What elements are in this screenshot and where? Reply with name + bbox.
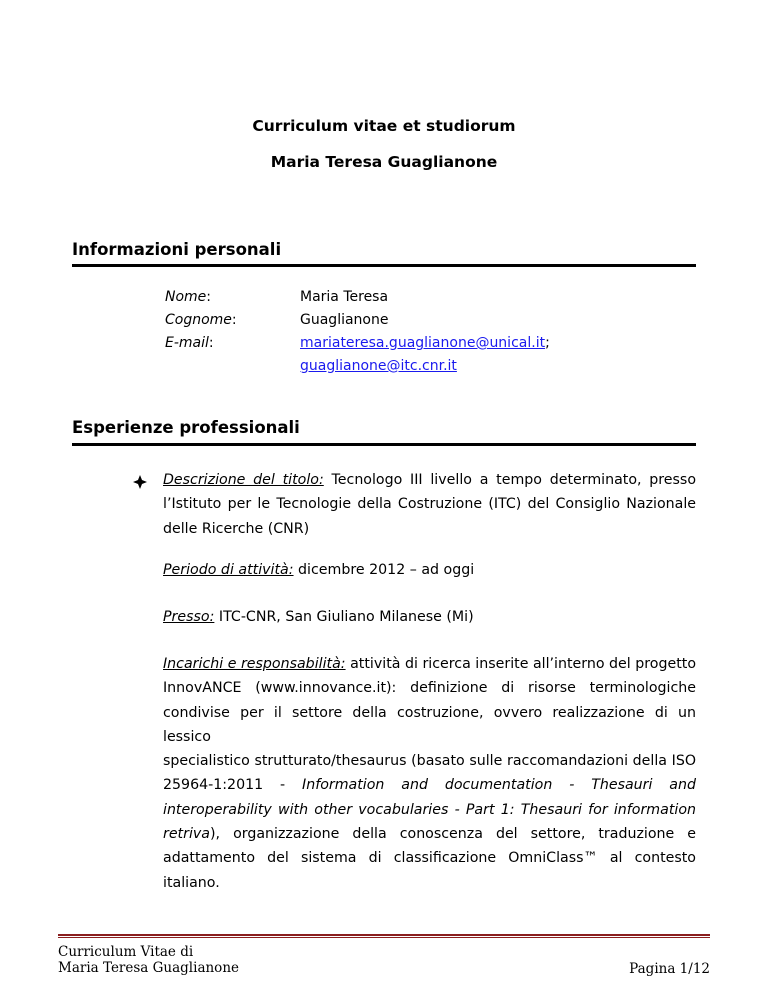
email-link-unical[interactable]: mariateresa.guaglianone@unical.it	[300, 335, 546, 351]
label-cognome: Cognome:	[165, 312, 237, 328]
label-nome: Nome:	[165, 289, 212, 305]
duties-line: 25964-1:2011 - Information and documentation - Thesauri and	[163, 777, 696, 794]
section-heading-personal: Informazioni personali	[72, 240, 282, 259]
footer-rule	[58, 937, 710, 938]
value-email-2	[300, 358, 457, 374]
value-nome: Maria Teresa	[300, 289, 389, 305]
duties-line: InnovANCE (www.innovance.it): definizione di risorse terminologiche	[163, 680, 696, 697]
label-email: E-mail:	[165, 335, 214, 351]
footer-author: Curriculum Vitae di Maria Teresa Guaglianone	[58, 944, 239, 976]
duties-line: specialistico strutturato/thesaurus (basato sulle raccomandazioni della ISO	[163, 753, 696, 770]
experience-duties: Incarichi e responsabilità: attività di ricerca inserite all’interno del progetto InnovANCE (www.innovance.it): definizione di risorse terminologiche condivise per il settore della costruzione, ovvero realizzazione di un lessico specialistico strutturato/thesaurus (basato sulle raccomandazioni della ISO 25964-1:2011 - Information and documentation - Thesauri and interoperability with other vocabularies - Part 1: Thesauri for information retriva), organizzazione della conoscenza del settore, traduzione e adattamento del sistema di classificazione OmniClass™ al contesto italiano.	[163, 652, 696, 895]
duties-line: interoperability with other vocabularies - Part 1: Thesauri for information	[163, 801, 696, 818]
section-divider	[72, 443, 696, 446]
experience-period: Periodo di attività: dicembre 2012 – ad oggi	[163, 562, 475, 578]
section-heading-experience: Esperienze professionali	[72, 418, 300, 437]
footer-rule	[58, 934, 710, 936]
experience-description: Descrizione del titolo: Tecnologo III livello a tempo determinato, presso l’Istituto per le Tecnologie della Costruzione (ITC) del Consiglio Nazionale delle Ricerche (CNR)	[163, 472, 696, 537]
author-name: Maria Teresa Guaglianone	[270, 153, 498, 171]
section-divider	[72, 264, 696, 267]
duties-line: italiano.	[163, 874, 220, 891]
duties-line: adattamento del sistema di classificazione OmniClass™ al contesto	[163, 850, 696, 867]
experience-place: Presso: ITC-CNR, San Giuliano Milanese (Mi)	[163, 609, 474, 625]
value-cognome: Guaglianone	[300, 312, 389, 328]
value-email: mariateresa.guaglianone@unical.it;	[300, 335, 550, 351]
diamond-bullet-icon	[132, 474, 148, 490]
document-title: Curriculum vitae et studiorum	[252, 117, 516, 135]
email-link-itc[interactable]: guaglianone@itc.cnr.it	[300, 358, 457, 374]
duties-line: retriva), organizzazione della conoscenza del settore, traduzione e	[163, 826, 696, 843]
page-number: Pagina 1/12	[629, 961, 710, 977]
duties-line: condivise per il settore della costruzione, ovvero realizzazione di un lessico	[163, 704, 696, 745]
